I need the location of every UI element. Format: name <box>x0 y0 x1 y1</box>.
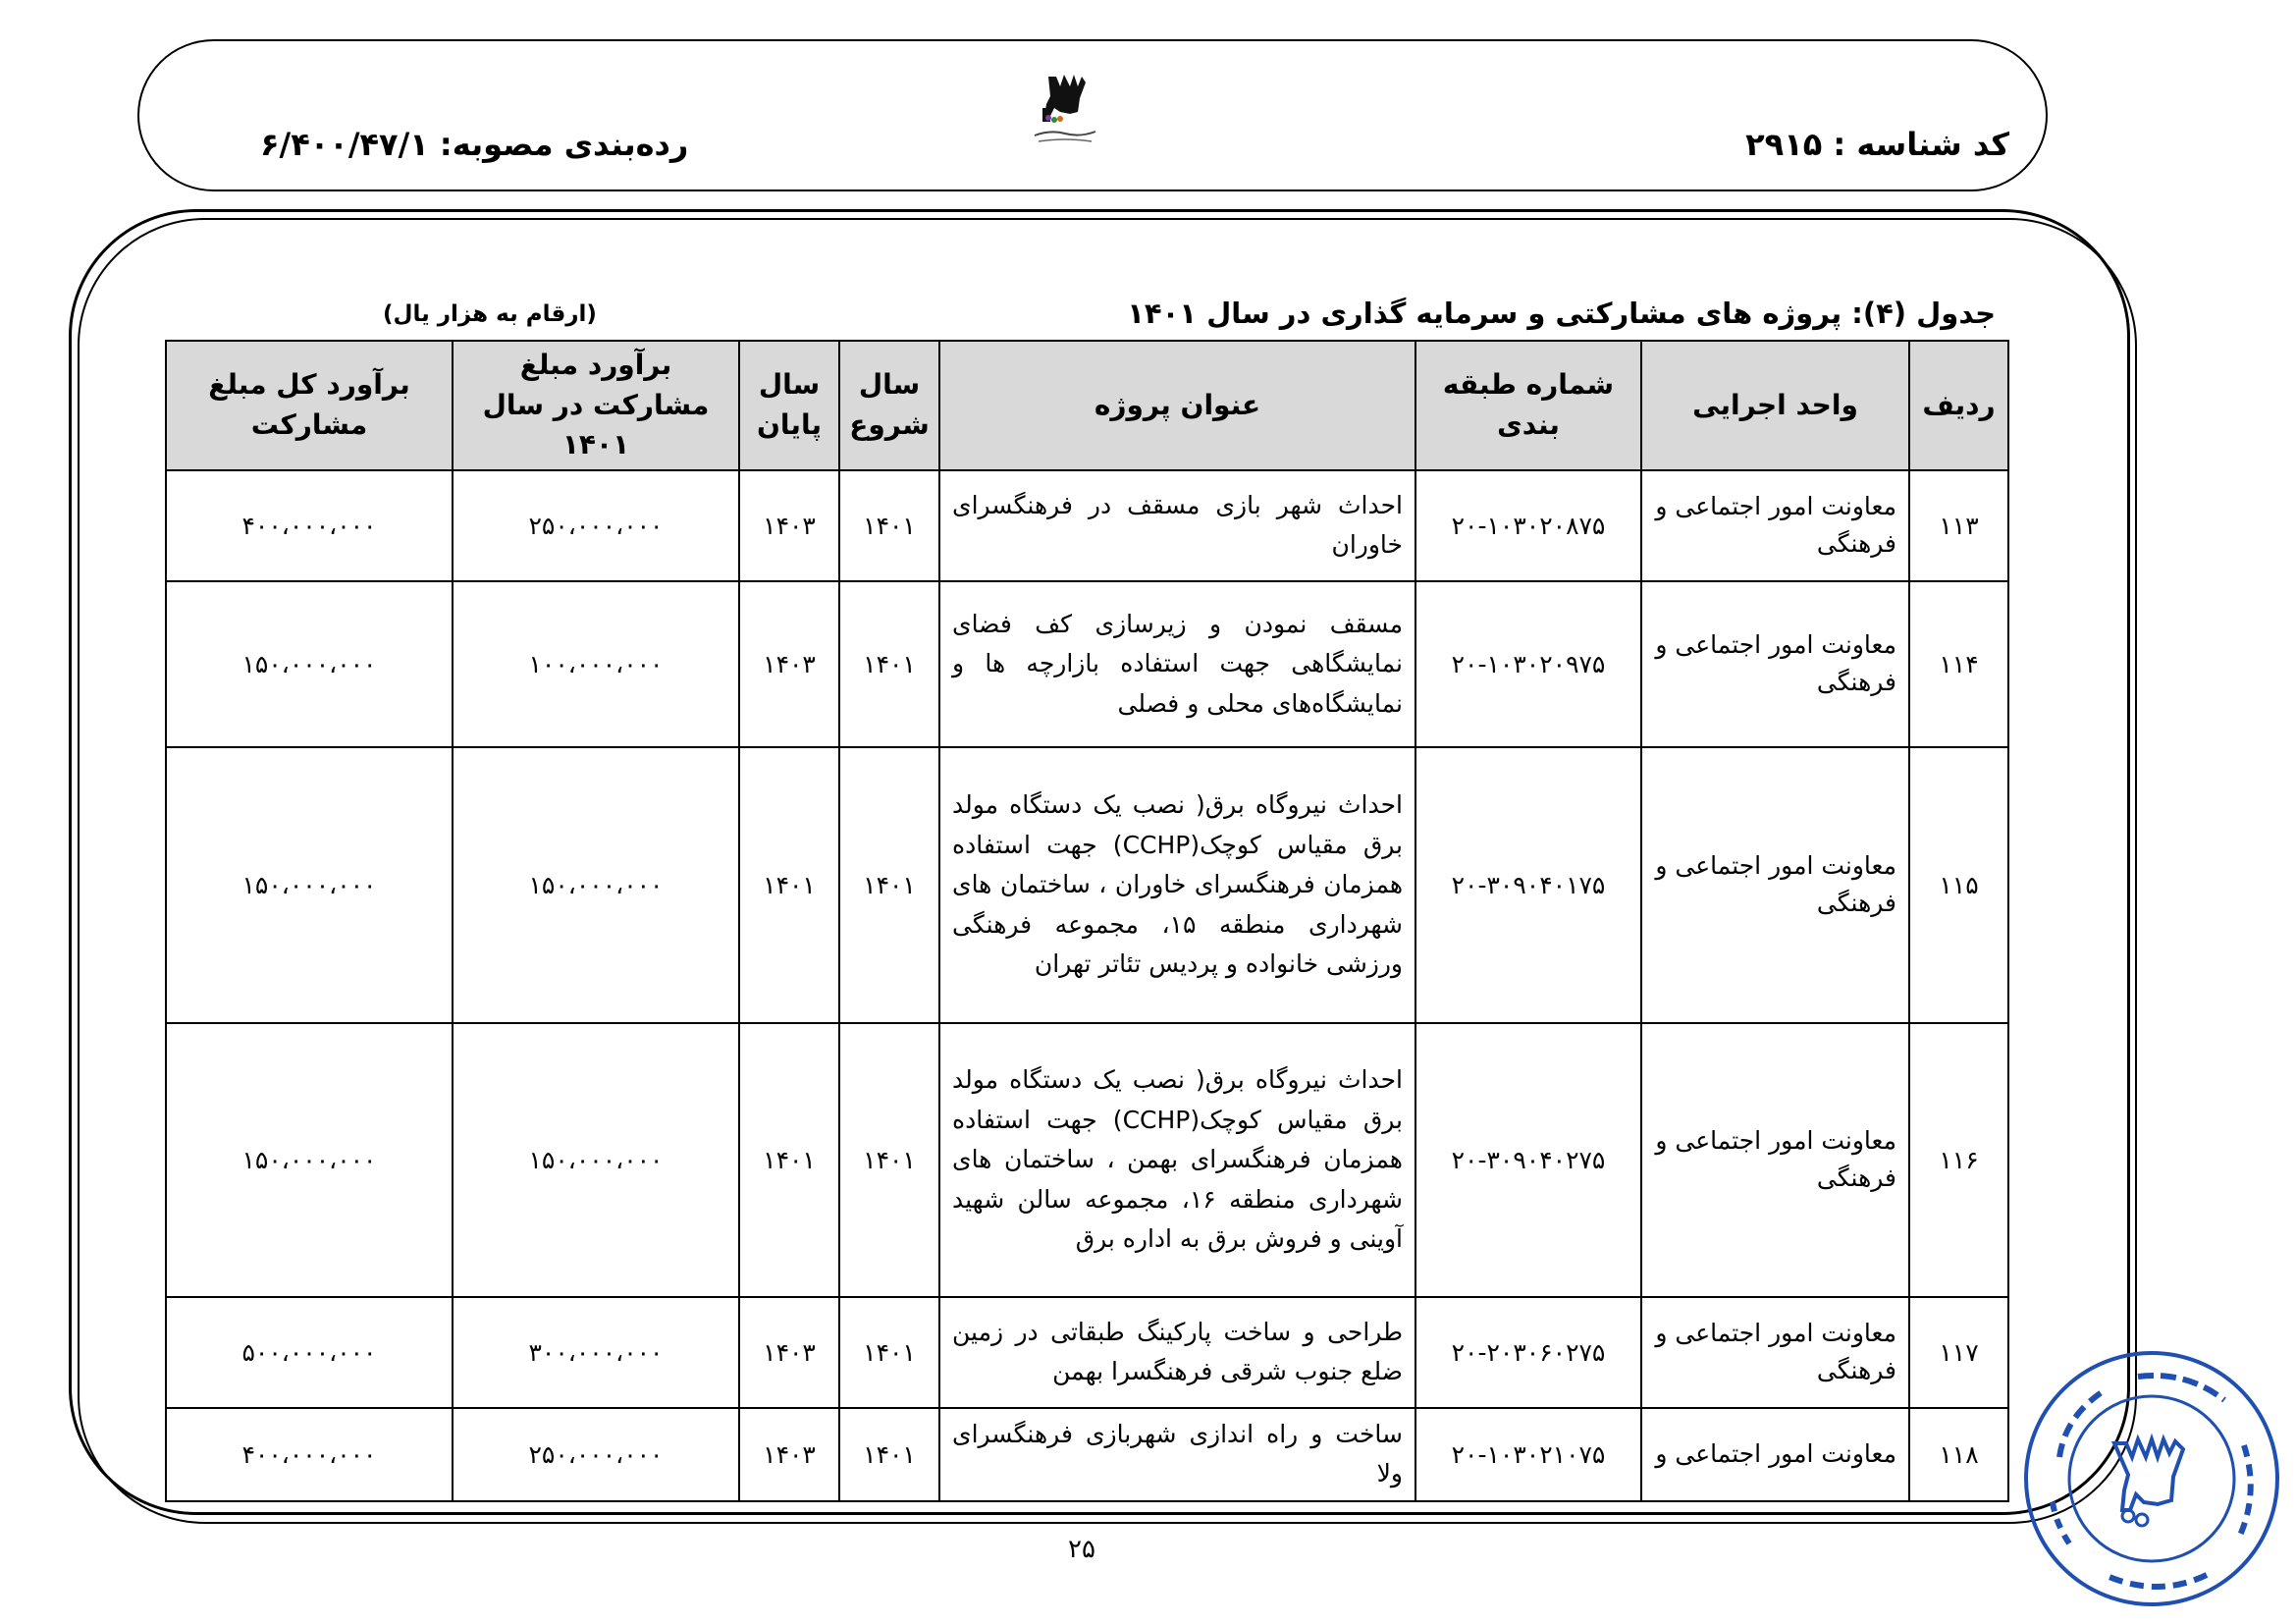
col-header-start-year: سال شروع <box>839 341 939 470</box>
col-header-row-number: ردیف <box>1909 341 2008 470</box>
classification-code: رده‌بندی مصوبه: ۶/۴۰۰/۴۷/۱ <box>260 126 689 163</box>
cell-classification-number: ۲۰-۱۰۳۰۲۰۸۷۵ <box>1415 470 1641 581</box>
table-header-row <box>166 341 2008 470</box>
approvals-office-stamp-icon <box>2020 1347 2283 1610</box>
cell-project-title: احداث نیروگاه برق( نصب یک دستگاه مولد برق مقیاس کوچک(CCHP) جهت استفاده همزمان فرهنگسرای بهمن ، ساختمان های شهرداری منطقه ۱۶، مجموعه سالن شهید آوینی و فروش برق به اداره برق <box>939 1023 1415 1297</box>
cell-estimate-total: ۴۰۰،۰۰۰،۰۰۰ <box>166 1408 453 1501</box>
tehran-city-council-logo-icon <box>1021 69 1109 147</box>
cell-project-title: مسقف نمودن و زیرسازی کف فضای نمایشگاهی جهت استفاده بازارچه ها و نمایشگاه‌های محلی و فصلی <box>939 581 1415 747</box>
cell-estimate-1401: ۲۵۰،۰۰۰،۰۰۰ <box>453 1408 739 1501</box>
cell-executive-unit: معاونت امور اجتماعی و فرهنگی <box>1641 470 1909 581</box>
table-row <box>166 470 2008 581</box>
col-header-executive-unit: واحد اجرایی <box>1641 341 1909 470</box>
cell-end-year: ۱۴۰۳ <box>739 470 839 581</box>
cell-project-title: طراحی و ساخت پارکینگ طبقاتی در زمین ضلع جنوب شرقی فرهنگسرا بهمن <box>939 1297 1415 1408</box>
cell-start-year: ۱۴۰۱ <box>839 1023 939 1297</box>
cell-classification-number: ۲۰-۲۰۳۰۶۰۲۷۵ <box>1415 1297 1641 1408</box>
table-row <box>166 1408 2008 1501</box>
cell-estimate-1401: ۱۰۰،۰۰۰،۰۰۰ <box>453 581 739 747</box>
table-row <box>166 747 2008 1023</box>
cell-estimate-1401: ۱۵۰،۰۰۰،۰۰۰ <box>453 747 739 1023</box>
cell-classification-number: ۲۰-۱۰۳۰۲۱۰۷۵ <box>1415 1408 1641 1501</box>
table-row <box>166 581 2008 747</box>
cell-classification-number: ۲۰-۱۰۳۰۲۰۹۷۵ <box>1415 581 1641 747</box>
cell-executive-unit: معاونت امور اجتماعی و فرهنگی <box>1641 581 1909 747</box>
cell-start-year: ۱۴۰۱ <box>839 1408 939 1501</box>
cell-row-number: ۱۱۴ <box>1909 581 2008 747</box>
cell-end-year: ۱۴۰۱ <box>739 1023 839 1297</box>
table-row <box>166 1297 2008 1408</box>
cell-row-number: ۱۱۶ <box>1909 1023 2008 1297</box>
cell-project-title: احداث شهر بازی مسقف در فرهنگسرای خاوران <box>939 470 1415 581</box>
cell-estimate-1401: ۲۵۰،۰۰۰،۰۰۰ <box>453 470 739 581</box>
cell-project-title: ساخت و راه اندازی شهربازی فرهنگسرای ولا <box>939 1408 1415 1501</box>
cell-start-year: ۱۴۰۱ <box>839 581 939 747</box>
cell-row-number: ۱۱۸ <box>1909 1408 2008 1501</box>
cell-classification-number: ۲۰-۳۰۹۰۴۰۱۷۵ <box>1415 747 1641 1023</box>
cell-executive-unit: معاونت امور اجتماعی و فرهنگی <box>1641 747 1909 1023</box>
cell-estimate-total: ۱۵۰،۰۰۰،۰۰۰ <box>166 1023 453 1297</box>
cell-project-title: احداث نیروگاه برق( نصب یک دستگاه مولد برق مقیاس کوچک(CCHP) جهت استفاده همزمان فرهنگسرای خاوران ، ساختمان های شهرداری منطقه ۱۵، مجموعه فرهنگی ورزشی خانواده و پردیس تئاتر تهران <box>939 747 1415 1023</box>
cell-row-number: ۱۱۷ <box>1909 1297 2008 1408</box>
cell-end-year: ۱۴۰۱ <box>739 747 839 1023</box>
cell-row-number: ۱۱۳ <box>1909 470 2008 581</box>
cell-start-year: ۱۴۰۱ <box>839 747 939 1023</box>
unit-note: (ارقام به هزار یال) <box>383 301 597 327</box>
cell-end-year: ۱۴۰۳ <box>739 1297 839 1408</box>
col-header-project-title: عنوان پروژه <box>939 341 1415 470</box>
cell-estimate-total: ۵۰۰،۰۰۰،۰۰۰ <box>166 1297 453 1408</box>
cell-estimate-total: ۱۵۰،۰۰۰،۰۰۰ <box>166 581 453 747</box>
cell-start-year: ۱۴۰۱ <box>839 1297 939 1408</box>
cell-estimate-1401: ۱۵۰،۰۰۰،۰۰۰ <box>453 1023 739 1297</box>
col-header-classification-number: شماره طبقه بندی <box>1415 341 1641 470</box>
page-number: ۲۵ <box>1068 1535 1095 1564</box>
cell-executive-unit: معاونت امور اجتماعی و فرهنگی <box>1641 1297 1909 1408</box>
cell-estimate-1401: ۳۰۰،۰۰۰،۰۰۰ <box>453 1297 739 1408</box>
projects-table <box>165 340 2009 1502</box>
cell-end-year: ۱۴۰۳ <box>739 1408 839 1501</box>
col-header-end-year: سال پایان <box>739 341 839 470</box>
cell-estimate-total: ۱۵۰،۰۰۰،۰۰۰ <box>166 747 453 1023</box>
identifier-code: کد شناسه : ۲۹۱۵ <box>1745 126 2009 163</box>
col-header-estimate-1401: برآورد مبلغ مشارکت در سال ۱۴۰۱ <box>453 341 739 470</box>
table-row <box>166 1023 2008 1297</box>
col-header-estimate-total: برآورد کل مبلغ مشارکت <box>166 341 453 470</box>
cell-start-year: ۱۴۰۱ <box>839 470 939 581</box>
cell-executive-unit: معاونت امور اجتماعی و <box>1641 1408 1909 1501</box>
table-title: جدول (۴): پروژه های مشارکتی و سرمایه گذاری در سال ۱۴۰۱ <box>1127 297 1996 330</box>
cell-classification-number: ۲۰-۳۰۹۰۴۰۲۷۵ <box>1415 1023 1641 1297</box>
cell-end-year: ۱۴۰۳ <box>739 581 839 747</box>
cell-estimate-total: ۴۰۰،۰۰۰،۰۰۰ <box>166 470 453 581</box>
cell-executive-unit: معاونت امور اجتماعی و فرهنگی <box>1641 1023 1909 1297</box>
cell-row-number: ۱۱۵ <box>1909 747 2008 1023</box>
